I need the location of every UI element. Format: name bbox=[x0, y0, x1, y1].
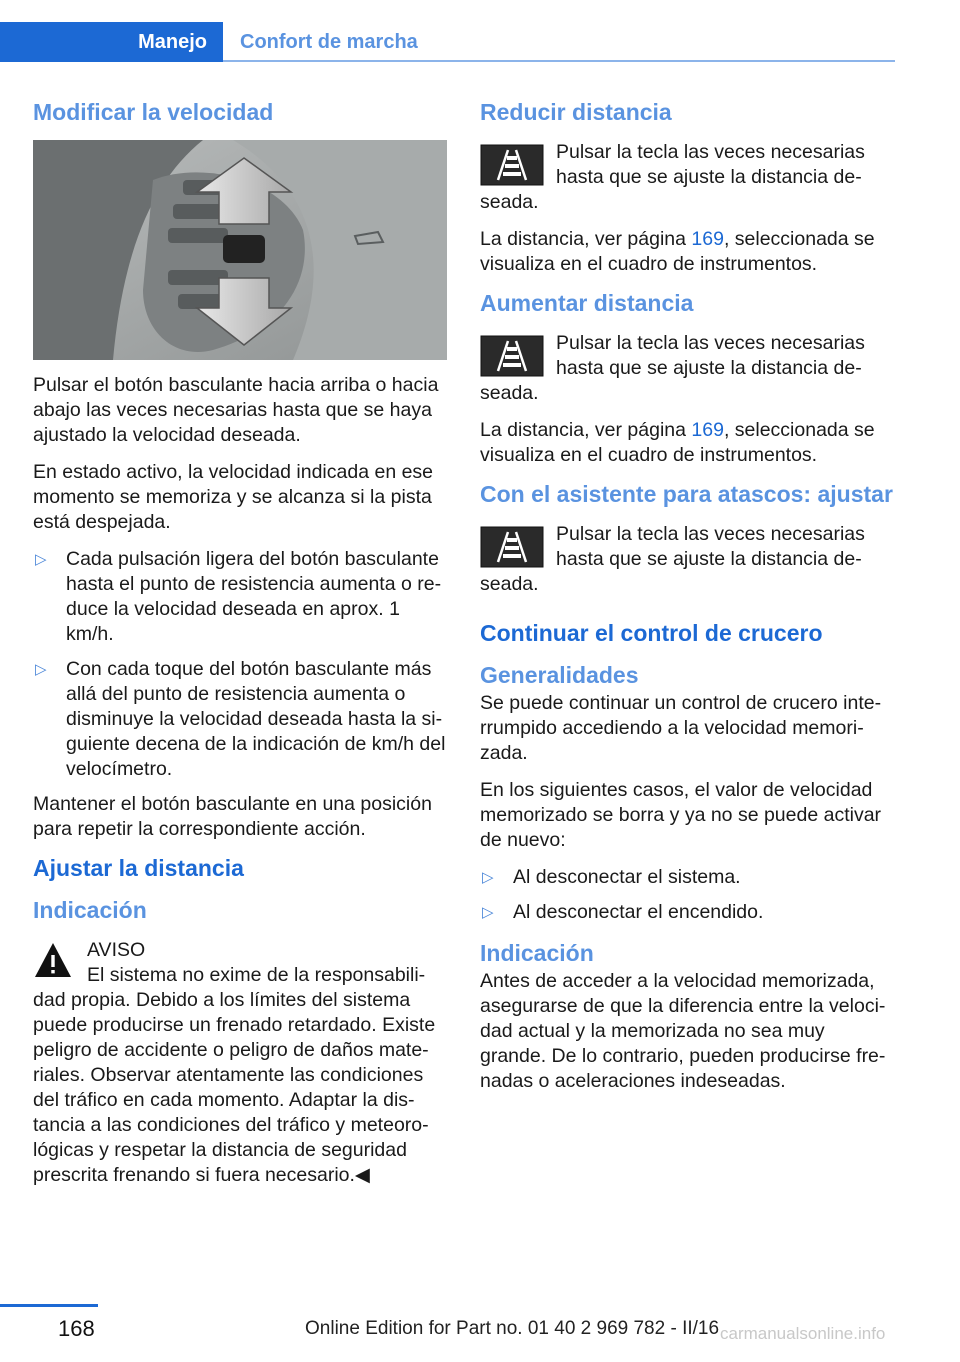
distance-button-icon bbox=[480, 144, 544, 186]
list-item-text: Al desconectar el encendido. bbox=[513, 901, 764, 923]
page-number: 168 bbox=[58, 1316, 95, 1341]
list-item-text: Cada pulsación ligera del botón basculante hasta el punto de resistencia aumenta o re‐ duce la velocidad deseada en aprox. 1 km/h. bbox=[66, 548, 442, 645]
reduce-text: Pulsar la tecla las veces necesarias hasta que se ajuste la distancia de‐ seada. bbox=[480, 141, 865, 213]
page-link-169[interactable]: 169 bbox=[691, 228, 724, 250]
tab-manejo: Manejo bbox=[0, 22, 223, 62]
heading-modificar-velocidad: Modificar la velocidad bbox=[33, 99, 274, 125]
heading-continuar-control: Continuar el control de crucero bbox=[480, 620, 823, 646]
heading-ajustar-distancia: Ajustar la distancia bbox=[33, 855, 244, 881]
triangle-right-icon: ▷ bbox=[482, 904, 494, 921]
list-item bbox=[33, 547, 449, 647]
reduce-block bbox=[480, 140, 896, 215]
jam-block bbox=[480, 522, 896, 597]
triangle-right-icon: ▷ bbox=[35, 551, 47, 568]
heading-indicacion: Indicación bbox=[33, 897, 147, 923]
right-column bbox=[480, 98, 896, 1106]
reference-text: , seleccionada se visualiza en el cuadro de instrumentos. bbox=[480, 228, 875, 275]
warning-block bbox=[33, 938, 449, 1188]
paragraph-2: En estado activo, la velocidad indicada en ese momento se memoriza y se alcanza si la pista está despejada. bbox=[33, 461, 434, 533]
heading-aumentar-distancia: Aumentar distancia bbox=[480, 290, 694, 316]
list-item bbox=[33, 657, 449, 782]
tab-confort-de-marcha: Confort de marcha bbox=[240, 30, 418, 53]
warning-triangle-icon bbox=[33, 940, 73, 980]
heading-indicacion-2: Indicación bbox=[480, 940, 594, 966]
reference-text: , seleccionada se visualiza en el cuadro de instrumentos. bbox=[480, 419, 875, 466]
list-item bbox=[480, 865, 896, 890]
footer-rule bbox=[0, 1304, 98, 1307]
note-paragraph: Antes de acceder a la velocidad memorizada, asegurarse de que la diferencia entre la veloci‐ dad actual y la memorizada no sea muy grande. De lo contrario, pueden producirse fre‐ nadas o aceleraciones indeseadas. bbox=[480, 970, 886, 1092]
distance-button-icon bbox=[480, 526, 544, 568]
triangle-right-icon: ▷ bbox=[482, 869, 494, 886]
page-header bbox=[0, 0, 960, 64]
list-item-text: Con cada toque del botón basculante más allá del punto de resistencia aumenta o disminuye la velocidad deseada hasta la si‐ guiente decena de la indicación de km/h del velocímetro. bbox=[66, 658, 446, 780]
heading-generalidades: Generalidades bbox=[480, 662, 639, 688]
general-paragraph-1: Se puede continuar un control de crucero inte‐ rrumpido accediendo a la velocidad memori‐ zada. bbox=[480, 692, 882, 764]
heading-asistente-atascos: Con el asistente para atascos: ajustar bbox=[480, 481, 893, 507]
triangle-right-icon: ▷ bbox=[35, 661, 47, 678]
left-column bbox=[33, 98, 449, 1200]
jam-text: Pulsar la tecla las veces necesarias hasta que se ajuste la distancia de‐ seada. bbox=[480, 523, 865, 595]
warning-label: AVISO bbox=[87, 939, 146, 961]
increase-reference bbox=[480, 418, 896, 468]
reference-text: La distancia, ver página bbox=[480, 228, 692, 250]
steering-wheel-rocker-photo bbox=[33, 140, 447, 360]
reference-text: La distancia, ver página bbox=[480, 419, 692, 441]
paragraph-3: Mantener el botón basculante en una posición para repetir la correspondiente acción. bbox=[33, 793, 432, 840]
general-paragraph-2: En los siguientes casos, el valor de velocidad memorizado se borra y ya no se puede activar de nuevo: bbox=[480, 779, 882, 851]
increase-text: Pulsar la tecla las veces necesarias hasta que se ajuste la distancia de‐ seada. bbox=[480, 332, 865, 404]
heading-reducir-distancia: Reducir distancia bbox=[480, 99, 672, 125]
list-item bbox=[480, 900, 896, 925]
distance-button-icon bbox=[480, 335, 544, 377]
watermark: carmanualsonline.info bbox=[720, 1324, 886, 1343]
bullet-list-left bbox=[33, 547, 449, 782]
list-item-text: Al desconectar el sistema. bbox=[513, 866, 741, 888]
increase-block bbox=[480, 331, 896, 406]
edition-note: Online Edition for Part no. 01 40 2 969 782 - II/16 bbox=[305, 1318, 720, 1339]
page-link-169[interactable]: 169 bbox=[691, 419, 724, 441]
bullet-list-right bbox=[480, 865, 896, 925]
reduce-reference bbox=[480, 227, 896, 277]
paragraph-1: Pulsar el botón basculante hacia arriba o hacia abajo las veces necesarias hasta que se haya ajustado la velocidad deseada. bbox=[33, 374, 439, 446]
warning-text: El sistema no exime de la responsabili‐ dad propia. Debido a los límites del sistema puede producirse un frenado retardado. Existe peligro de accidente o peligro de daños mate‐ riales. Observar atentamente las condiciones del tráfico en cada momento. Adaptar la dis‐ tancia a las condiciones del tráfico y meteoro‐ lógicas y respetar la distancia de seguridad prescrita frenando si fuera necesario.◀ bbox=[33, 964, 436, 1186]
header-rule bbox=[223, 60, 895, 62]
